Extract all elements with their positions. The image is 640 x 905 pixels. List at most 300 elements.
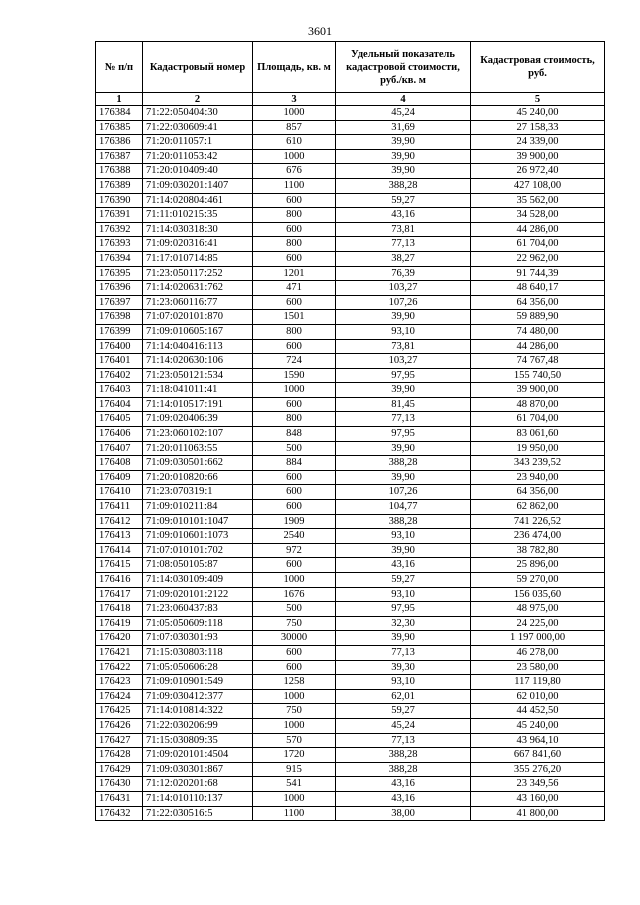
row-number-cell: 176395 <box>96 266 143 281</box>
area-cell: 600 <box>253 645 336 660</box>
cadastral-value-cell: 41 800,00 <box>471 806 605 821</box>
table-row <box>96 237 605 252</box>
cadastral-value-cell: 64 356,00 <box>471 485 605 500</box>
cadastral-number-cell: 71:15:030803:118 <box>143 645 253 660</box>
table-row <box>96 295 605 310</box>
column-number: 1 <box>96 93 143 106</box>
cadastral-value-cell: 24 225,00 <box>471 616 605 631</box>
unit-value-cell: 107,26 <box>336 295 471 310</box>
table-row <box>96 733 605 748</box>
cadastral-value-cell: 59 270,00 <box>471 573 605 588</box>
unit-value-cell: 39,90 <box>336 470 471 485</box>
header-cadastral-number: Кадастровый номер <box>143 42 253 93</box>
area-cell: 857 <box>253 120 336 135</box>
row-number-cell: 176399 <box>96 324 143 339</box>
area-cell: 1000 <box>253 149 336 164</box>
table-row <box>96 441 605 456</box>
cadastral-number-cell: 71:05:050606:28 <box>143 660 253 675</box>
row-number-cell: 176400 <box>96 339 143 354</box>
area-cell: 884 <box>253 456 336 471</box>
area-cell: 1000 <box>253 573 336 588</box>
unit-value-cell: 103,27 <box>336 281 471 296</box>
area-cell: 570 <box>253 733 336 748</box>
area-cell: 800 <box>253 237 336 252</box>
cadastral-number-cell: 71:23:060102:107 <box>143 427 253 442</box>
unit-value-cell: 93,10 <box>336 324 471 339</box>
cadastral-number-cell: 71:22:030516:5 <box>143 806 253 821</box>
table-row <box>96 660 605 675</box>
unit-value-cell: 45,24 <box>336 106 471 121</box>
cadastral-number-cell: 71:22:050404:30 <box>143 106 253 121</box>
row-number-cell: 176423 <box>96 675 143 690</box>
row-number-cell: 176393 <box>96 237 143 252</box>
unit-value-cell: 43,16 <box>336 558 471 573</box>
cadastral-value-cell: 44 452,50 <box>471 704 605 719</box>
table-body <box>96 106 605 821</box>
unit-value-cell: 97,95 <box>336 427 471 442</box>
row-number-cell: 176424 <box>96 689 143 704</box>
cadastral-value-cell: 48 870,00 <box>471 397 605 412</box>
area-cell: 1000 <box>253 106 336 121</box>
cadastral-value-cell: 24 339,00 <box>471 135 605 150</box>
cadastral-number-cell: 71:14:020804:461 <box>143 193 253 208</box>
cadastral-number-cell: 71:09:020101:4504 <box>143 748 253 763</box>
unit-value-cell: 39,90 <box>336 383 471 398</box>
unit-value-cell: 62,01 <box>336 689 471 704</box>
area-cell: 1000 <box>253 383 336 398</box>
row-number-cell: 176414 <box>96 543 143 558</box>
row-number-cell: 176388 <box>96 164 143 179</box>
row-number-cell: 176415 <box>96 558 143 573</box>
column-number: 2 <box>143 93 253 106</box>
unit-value-cell: 388,28 <box>336 514 471 529</box>
table-row <box>96 791 605 806</box>
unit-value-cell: 39,90 <box>336 543 471 558</box>
cadastral-value-cell: 355 276,20 <box>471 762 605 777</box>
unit-value-cell: 77,13 <box>336 733 471 748</box>
cadastral-number-cell: 71:09:030201:1407 <box>143 178 253 193</box>
cadastral-value-cell: 23 580,00 <box>471 660 605 675</box>
row-number-cell: 176385 <box>96 120 143 135</box>
table-row <box>96 251 605 266</box>
area-cell: 1909 <box>253 514 336 529</box>
unit-value-cell: 103,27 <box>336 354 471 369</box>
table-row <box>96 106 605 121</box>
cadastral-value-cell: 34 528,00 <box>471 208 605 223</box>
cadastral-number-cell: 71:09:010101:1047 <box>143 514 253 529</box>
cadastral-value-cell: 74 480,00 <box>471 324 605 339</box>
table-row <box>96 485 605 500</box>
unit-value-cell: 39,30 <box>336 660 471 675</box>
cadastral-number-cell: 71:14:040416:113 <box>143 339 253 354</box>
row-number-cell: 176417 <box>96 587 143 602</box>
cadastral-number-cell: 71:14:020630:106 <box>143 354 253 369</box>
cadastral-number-cell: 71:14:010110:137 <box>143 791 253 806</box>
table-row <box>96 529 605 544</box>
cadastral-number-cell: 71:07:010101:702 <box>143 543 253 558</box>
unit-value-cell: 388,28 <box>336 456 471 471</box>
row-number-cell: 176406 <box>96 427 143 442</box>
row-number-cell: 176411 <box>96 500 143 515</box>
unit-value-cell: 39,90 <box>336 135 471 150</box>
area-cell: 972 <box>253 543 336 558</box>
area-cell: 915 <box>253 762 336 777</box>
unit-value-cell: 76,39 <box>336 266 471 281</box>
cadastral-value-cell: 91 744,39 <box>471 266 605 281</box>
cadastral-number-cell: 71:18:041011:41 <box>143 383 253 398</box>
unit-value-cell: 39,90 <box>336 441 471 456</box>
area-cell: 848 <box>253 427 336 442</box>
unit-value-cell: 39,90 <box>336 310 471 325</box>
table-row <box>96 704 605 719</box>
row-number-cell: 176405 <box>96 412 143 427</box>
cadastral-value-cell: 61 704,00 <box>471 237 605 252</box>
cadastral-number-cell: 71:14:030318:30 <box>143 222 253 237</box>
cadastral-value-cell: 427 108,00 <box>471 178 605 193</box>
cadastral-value-cell: 61 704,00 <box>471 412 605 427</box>
area-cell: 1000 <box>253 791 336 806</box>
unit-value-cell: 38,27 <box>336 251 471 266</box>
table-row <box>96 310 605 325</box>
area-cell: 600 <box>253 251 336 266</box>
table-row <box>96 324 605 339</box>
unit-value-cell: 97,95 <box>336 368 471 383</box>
row-number-cell: 176404 <box>96 397 143 412</box>
cadastral-value-cell: 19 950,00 <box>471 441 605 456</box>
cadastral-number-cell: 71:14:020631:762 <box>143 281 253 296</box>
unit-value-cell: 45,24 <box>336 718 471 733</box>
area-cell: 600 <box>253 500 336 515</box>
table-row <box>96 645 605 660</box>
cadastral-value-cell: 741 226,52 <box>471 514 605 529</box>
area-cell: 1000 <box>253 718 336 733</box>
row-number-cell: 176431 <box>96 791 143 806</box>
table-row <box>96 616 605 631</box>
table-row <box>96 354 605 369</box>
unit-value-cell: 59,27 <box>336 193 471 208</box>
area-cell: 724 <box>253 354 336 369</box>
area-cell: 600 <box>253 193 336 208</box>
cadastral-number-cell: 71:23:070319:1 <box>143 485 253 500</box>
row-number-cell: 176402 <box>96 368 143 383</box>
column-number-row <box>96 93 605 106</box>
table-row <box>96 368 605 383</box>
cadastral-value-cell: 44 286,00 <box>471 339 605 354</box>
row-number-cell: 176384 <box>96 106 143 121</box>
unit-value-cell: 388,28 <box>336 178 471 193</box>
area-cell: 1000 <box>253 689 336 704</box>
row-number-cell: 176432 <box>96 806 143 821</box>
cadastral-value-cell: 667 841,60 <box>471 748 605 763</box>
area-cell: 600 <box>253 222 336 237</box>
row-number-cell: 176390 <box>96 193 143 208</box>
cadastral-value-cell: 62 862,00 <box>471 500 605 515</box>
cadastral-value-cell: 62 010,00 <box>471 689 605 704</box>
row-number-cell: 176426 <box>96 718 143 733</box>
cadastral-value-cell: 1 197 000,00 <box>471 631 605 646</box>
table-row <box>96 412 605 427</box>
table-row <box>96 500 605 515</box>
cadastral-number-cell: 71:20:010409:40 <box>143 164 253 179</box>
unit-value-cell: 73,81 <box>336 339 471 354</box>
cadastral-value-cell: 39 900,00 <box>471 149 605 164</box>
cadastral-number-cell: 71:09:030412:377 <box>143 689 253 704</box>
unit-value-cell: 59,27 <box>336 573 471 588</box>
table-row <box>96 762 605 777</box>
unit-value-cell: 43,16 <box>336 208 471 223</box>
unit-value-cell: 93,10 <box>336 529 471 544</box>
header-area: Площадь, кв. м <box>253 42 336 93</box>
table-row <box>96 470 605 485</box>
area-cell: 1201 <box>253 266 336 281</box>
cadastral-value-cell: 64 356,00 <box>471 295 605 310</box>
cadastral-number-cell: 71:23:060116:77 <box>143 295 253 310</box>
cadastral-value-cell: 45 240,00 <box>471 106 605 121</box>
cadastral-number-cell: 71:09:020406:39 <box>143 412 253 427</box>
unit-value-cell: 73,81 <box>336 222 471 237</box>
table-row <box>96 193 605 208</box>
cadastral-value-cell: 45 240,00 <box>471 718 605 733</box>
cadastral-value-cell: 22 962,00 <box>471 251 605 266</box>
area-cell: 800 <box>253 412 336 427</box>
row-number-cell: 176386 <box>96 135 143 150</box>
area-cell: 2540 <box>253 529 336 544</box>
area-cell: 471 <box>253 281 336 296</box>
table-row <box>96 602 605 617</box>
table-row <box>96 806 605 821</box>
area-cell: 600 <box>253 339 336 354</box>
table-row <box>96 427 605 442</box>
cadastral-value-cell: 156 035,60 <box>471 587 605 602</box>
area-cell: 1676 <box>253 587 336 602</box>
row-number-cell: 176409 <box>96 470 143 485</box>
unit-value-cell: 97,95 <box>336 602 471 617</box>
header-row-number: № п/п <box>96 42 143 93</box>
row-number-cell: 176416 <box>96 573 143 588</box>
cadastral-number-cell: 71:11:010215:35 <box>143 208 253 223</box>
table-row <box>96 514 605 529</box>
cadastral-number-cell: 71:14:010814:322 <box>143 704 253 719</box>
column-number: 3 <box>253 93 336 106</box>
cadastral-number-cell: 71:20:011063:55 <box>143 441 253 456</box>
table-row <box>96 383 605 398</box>
row-number-cell: 176419 <box>96 616 143 631</box>
header-cadastral-value: Кадастровая стоимость, руб. <box>471 42 605 93</box>
cadastral-number-cell: 71:09:010901:549 <box>143 675 253 690</box>
area-cell: 800 <box>253 324 336 339</box>
unit-value-cell: 77,13 <box>336 237 471 252</box>
area-cell: 541 <box>253 777 336 792</box>
row-number-cell: 176412 <box>96 514 143 529</box>
cadastral-value-cell: 38 782,80 <box>471 543 605 558</box>
unit-value-cell: 39,90 <box>336 631 471 646</box>
cadastral-value-cell: 27 158,33 <box>471 120 605 135</box>
cadastral-value-cell: 25 896,00 <box>471 558 605 573</box>
table-row <box>96 164 605 179</box>
cadastral-number-cell: 71:09:010601:1073 <box>143 529 253 544</box>
unit-value-cell: 43,16 <box>336 791 471 806</box>
unit-value-cell: 93,10 <box>336 587 471 602</box>
cadastral-number-cell: 71:15:030809:35 <box>143 733 253 748</box>
cadastral-value-cell: 44 286,00 <box>471 222 605 237</box>
cadastral-number-cell: 71:09:010211:84 <box>143 500 253 515</box>
cadastral-number-cell: 71:12:020201:68 <box>143 777 253 792</box>
table-row <box>96 397 605 412</box>
table-row <box>96 558 605 573</box>
row-number-cell: 176392 <box>96 222 143 237</box>
cadastral-value-cell: 117 119,80 <box>471 675 605 690</box>
unit-value-cell: 81,45 <box>336 397 471 412</box>
cadastral-number-cell: 71:20:011057:1 <box>143 135 253 150</box>
cadastral-value-cell: 59 889,90 <box>471 310 605 325</box>
cadastral-number-cell: 71:09:030301:867 <box>143 762 253 777</box>
area-cell: 600 <box>253 470 336 485</box>
page-number: 3601 <box>308 24 332 38</box>
cadastral-number-cell: 71:14:010517:191 <box>143 397 253 412</box>
table-row <box>96 178 605 193</box>
area-cell: 750 <box>253 616 336 631</box>
unit-value-cell: 77,13 <box>336 645 471 660</box>
area-cell: 500 <box>253 441 336 456</box>
area-cell: 1501 <box>253 310 336 325</box>
cadastral-value-cell: 155 740,50 <box>471 368 605 383</box>
cadastral-value-cell: 236 474,00 <box>471 529 605 544</box>
row-number-cell: 176410 <box>96 485 143 500</box>
cadastral-number-cell: 71:23:050117:252 <box>143 266 253 281</box>
unit-value-cell: 93,10 <box>336 675 471 690</box>
column-number: 4 <box>336 93 471 106</box>
area-cell: 610 <box>253 135 336 150</box>
table-row <box>96 543 605 558</box>
row-number-cell: 176425 <box>96 704 143 719</box>
unit-value-cell: 43,16 <box>336 777 471 792</box>
row-number-cell: 176422 <box>96 660 143 675</box>
cadastral-value-cell: 74 767,48 <box>471 354 605 369</box>
row-number-cell: 176421 <box>96 645 143 660</box>
cadastral-number-cell: 71:17:010714:85 <box>143 251 253 266</box>
table-row <box>96 222 605 237</box>
unit-value-cell: 77,13 <box>336 412 471 427</box>
unit-value-cell: 104,77 <box>336 500 471 515</box>
cadastral-number-cell: 71:05:050609:118 <box>143 616 253 631</box>
table-row <box>96 266 605 281</box>
unit-value-cell: 38,00 <box>336 806 471 821</box>
cadastral-number-cell: 71:09:020316:41 <box>143 237 253 252</box>
row-number-cell: 176391 <box>96 208 143 223</box>
cadastral-value-cell: 35 562,00 <box>471 193 605 208</box>
cadastral-number-cell: 71:08:050105:87 <box>143 558 253 573</box>
table-row <box>96 587 605 602</box>
table-row <box>96 689 605 704</box>
area-cell: 500 <box>253 602 336 617</box>
row-number-cell: 176420 <box>96 631 143 646</box>
row-number-cell: 176403 <box>96 383 143 398</box>
table-row <box>96 208 605 223</box>
area-cell: 600 <box>253 660 336 675</box>
table-row <box>96 339 605 354</box>
cadastral-number-cell: 71:23:050121:534 <box>143 368 253 383</box>
cadastral-value-cell: 83 061,60 <box>471 427 605 442</box>
cadastral-number-cell: 71:07:030301:93 <box>143 631 253 646</box>
cadastral-value-cell: 343 239,52 <box>471 456 605 471</box>
area-cell: 1590 <box>253 368 336 383</box>
table-row <box>96 456 605 471</box>
table-row <box>96 675 605 690</box>
area-cell: 1258 <box>253 675 336 690</box>
cadastral-number-cell: 71:09:020101:2122 <box>143 587 253 602</box>
unit-value-cell: 31,69 <box>336 120 471 135</box>
table-row <box>96 120 605 135</box>
unit-value-cell: 388,28 <box>336 762 471 777</box>
cadastral-value-cell: 46 278,00 <box>471 645 605 660</box>
area-cell: 1100 <box>253 178 336 193</box>
cadastral-number-cell: 71:22:030609:41 <box>143 120 253 135</box>
row-number-cell: 176428 <box>96 748 143 763</box>
unit-value-cell: 32,30 <box>336 616 471 631</box>
cadastral-value-cell: 43 160,00 <box>471 791 605 806</box>
cadastral-value-cell: 23 349,56 <box>471 777 605 792</box>
unit-value-cell: 388,28 <box>336 748 471 763</box>
area-cell: 750 <box>253 704 336 719</box>
cadastral-value-cell: 23 940,00 <box>471 470 605 485</box>
table-header-row <box>96 42 605 93</box>
cadastral-value-table <box>95 41 605 821</box>
row-number-cell: 176387 <box>96 149 143 164</box>
table-row <box>96 573 605 588</box>
unit-value-cell: 39,90 <box>336 164 471 179</box>
cadastral-number-cell: 71:20:010820:66 <box>143 470 253 485</box>
cadastral-number-cell: 71:22:030206:99 <box>143 718 253 733</box>
row-number-cell: 176407 <box>96 441 143 456</box>
area-cell: 800 <box>253 208 336 223</box>
table-row <box>96 777 605 792</box>
unit-value-cell: 107,26 <box>336 485 471 500</box>
row-number-cell: 176429 <box>96 762 143 777</box>
table-row <box>96 135 605 150</box>
cadastral-value-cell: 39 900,00 <box>471 383 605 398</box>
cadastral-number-cell: 71:07:020101:870 <box>143 310 253 325</box>
table-row <box>96 149 605 164</box>
area-cell: 600 <box>253 397 336 412</box>
cadastral-number-cell: 71:23:060437:83 <box>143 602 253 617</box>
cadastral-value-cell: 26 972,40 <box>471 164 605 179</box>
table-row <box>96 718 605 733</box>
cadastral-number-cell: 71:20:011053:42 <box>143 149 253 164</box>
area-cell: 1720 <box>253 748 336 763</box>
area-cell: 600 <box>253 558 336 573</box>
row-number-cell: 176394 <box>96 251 143 266</box>
row-number-cell: 176401 <box>96 354 143 369</box>
row-number-cell: 176413 <box>96 529 143 544</box>
cadastral-number-cell: 71:09:010605:167 <box>143 324 253 339</box>
area-cell: 676 <box>253 164 336 179</box>
row-number-cell: 176418 <box>96 602 143 617</box>
cadastral-number-cell: 71:09:030501:662 <box>143 456 253 471</box>
area-cell: 600 <box>253 485 336 500</box>
cadastral-number-cell: 71:14:030109:409 <box>143 573 253 588</box>
header-unit-value: Удельный показатель кадастровой стоимости, руб./кв. м <box>336 42 471 93</box>
row-number-cell: 176408 <box>96 456 143 471</box>
row-number-cell: 176398 <box>96 310 143 325</box>
area-cell: 1100 <box>253 806 336 821</box>
row-number-cell: 176396 <box>96 281 143 296</box>
row-number-cell: 176397 <box>96 295 143 310</box>
row-number-cell: 176430 <box>96 777 143 792</box>
cadastral-value-cell: 43 964,10 <box>471 733 605 748</box>
table-row <box>96 281 605 296</box>
row-number-cell: 176389 <box>96 178 143 193</box>
cadastral-value-cell: 48 975,00 <box>471 602 605 617</box>
